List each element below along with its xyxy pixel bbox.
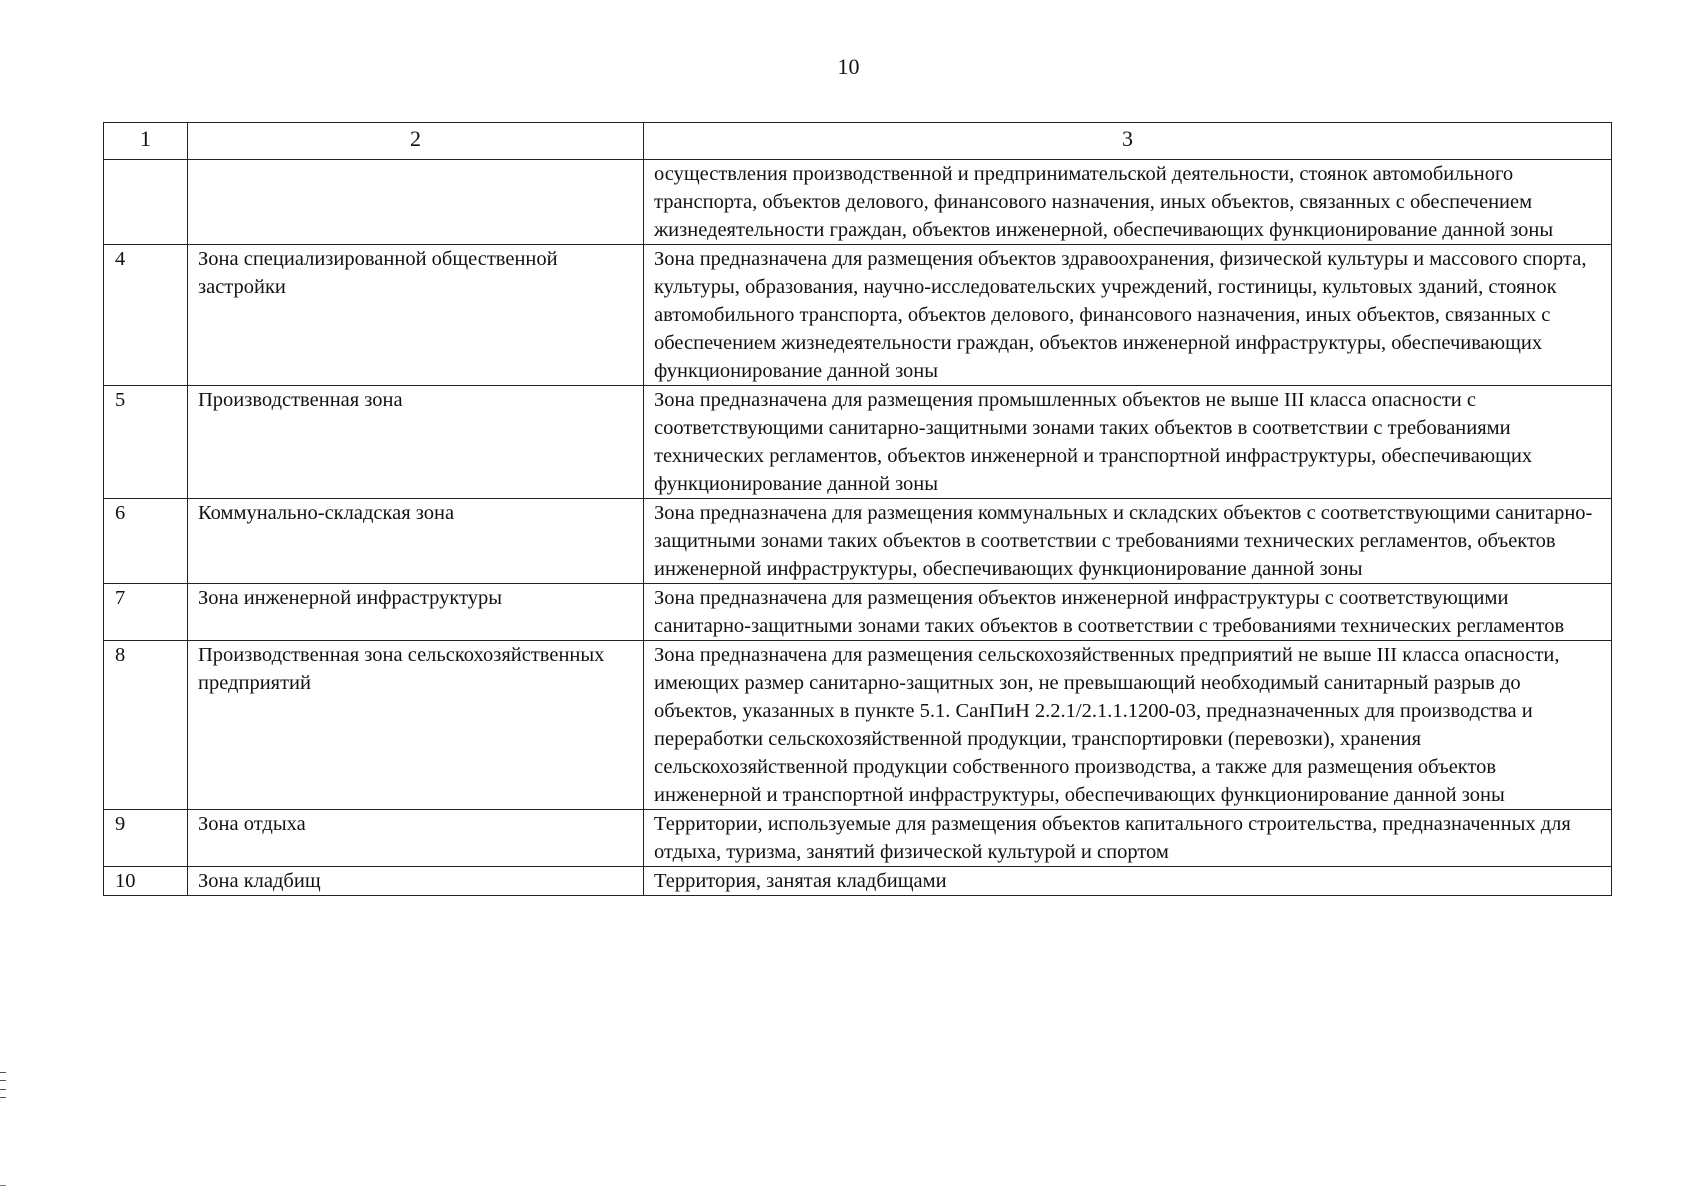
zone-description: Зона предназначена для размещения сельскохозяйственных предприятий не выше III класса опасности, имеющих размер санитарно-защитных зон, не превышающий необходимый санитарный разрыв до объектов, указанных в пункте 5.1. СанПиН 2.2.1/2.1.1.1200-03, предназначенных для производства и переработки сельскохозяйственной продукции, транспортировки (перевозки), хранения сельскохозяйственной продукции собственного производства, а также для размещения объектов инженерной и транспортной инфраструктуры, обеспечивающих функционирование данной зоны: [644, 641, 1612, 810]
zone-name: Производственная зона сельскохозяйственных предприятий: [188, 641, 644, 810]
zone-description: Зона предназначена для размещения промышленных объектов не выше III класса опасности с соответствующими санитарно-защитными зонами таких объектов в соответствии с требованиями технических регламентов, объектов инженерной и транспортной инфраструктуры, обеспечивающих функционирование данной зоны: [644, 386, 1612, 499]
zone-description: Зона предназначена для размещения коммунальных и складских объектов с соответствующими санитарно-защитными зонами таких объектов в соответствии с требованиями технических регламентов, объектов инженерной инфраструктуры, обеспечивающих функционирование данной зоны: [644, 499, 1612, 584]
table-row: [104, 386, 1612, 499]
zone-name: Коммунально-складская зона: [188, 499, 644, 584]
row-number: [104, 160, 188, 245]
zone-name: Зона инженерной инфраструктуры: [188, 584, 644, 641]
zone-name: Производственная зона: [188, 386, 644, 499]
row-number: 9: [104, 810, 188, 867]
zones-table: [103, 122, 1612, 896]
page-number: 10: [837, 54, 860, 79]
header-row: [104, 123, 1612, 160]
zone-description: осуществления производственной и предпринимательской деятельности, стоянок автомобильного транспорта, объектов делового, финансового назначения, иных объектов, связанных с обеспечением жизнедеятельности граждан, объектов инженерной, обеспечивающих функционирование данной зоны: [644, 160, 1612, 245]
table-row: [104, 810, 1612, 867]
binding-margin-tick: [0, 1185, 6, 1186]
zone-name: Зона специализированной общественной застройки: [188, 245, 644, 386]
row-number: 6: [104, 499, 188, 584]
table-row: [104, 245, 1612, 386]
row-number: 10: [104, 867, 188, 896]
binding-margin-mark: [0, 1072, 6, 1098]
zone-description: Территория, занятая кладбищами: [644, 867, 1612, 896]
zone-description: Зона предназначена для размещения объектов инженерной инфраструктуры с соответствующими санитарно-защитными зонами таких объектов в соответствии с требованиями технических регламентов: [644, 584, 1612, 641]
header-col-2: 2: [188, 123, 644, 160]
zone-name: Зона отдыха: [188, 810, 644, 867]
table-row: [104, 160, 1612, 245]
row-number: 5: [104, 386, 188, 499]
zone-description: Территории, используемые для размещения объектов капитального строительства, предназначенных для отдыха, туризма, занятий физической культурой и спортом: [644, 810, 1612, 867]
zone-name: Зона кладбищ: [188, 867, 644, 896]
zone-description: Зона предназначена для размещения объектов здравоохранения, физической культуры и массового спорта, культуры, образования, научно-исследовательских учреждений, гостиницы, культовых зданий, стоянок автомобильного транспорта, объектов делового, финансового назначения, иных объектов, связанных с обеспечением жизнедеятельности граждан, объектов инженерной инфраструктуры, обеспечивающих функционирование данной зоны: [644, 245, 1612, 386]
table-row: [104, 499, 1612, 584]
table-row: [104, 641, 1612, 810]
row-number: 7: [104, 584, 188, 641]
table-row: [104, 584, 1612, 641]
table-row: [104, 867, 1612, 896]
row-number: 4: [104, 245, 188, 386]
header-col-3: 3: [644, 123, 1612, 160]
header-col-1: 1: [104, 123, 188, 160]
zone-name: [188, 160, 644, 245]
row-number: 8: [104, 641, 188, 810]
